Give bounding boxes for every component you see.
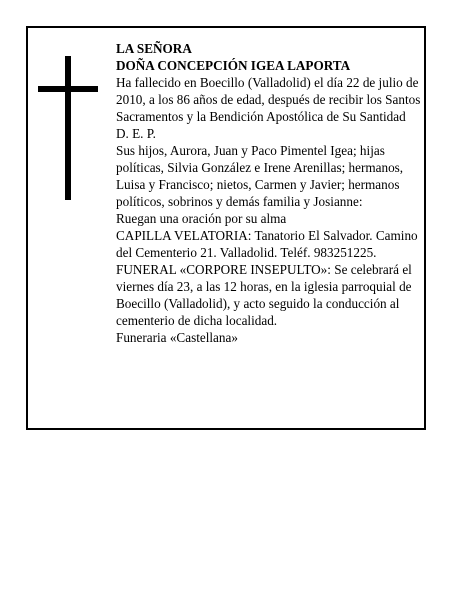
- rest-in-peace: D. E. P.: [116, 126, 156, 141]
- family-list: Sus hijos, Aurora, Juan y Paco Pimentel Igea; hijas políticas, Silvia González e Irene Arenillas; hermanos, Luisa y Francisco; nietos, Carmen y Javier; hermanos políticos, sobrinos y demás familia y Josianne:: [116, 143, 404, 209]
- death-announcement: Ha fallecido en Boecillo (Valladolid) el día 22 de julio de 2010, a los 86 años de edad, después de recibir los Santos Sacramentos y la Bendición Apostólica de Su Santidad: [116, 75, 421, 124]
- cross-vertical-bar: [65, 56, 71, 200]
- notice-title: LA SEÑORA: [116, 41, 192, 56]
- cross-horizontal-bar: [38, 86, 98, 92]
- chapel-info: CAPILLA VELATORIA: Tanatorio El Salvador. Camino del Cementerio 21. Valladolid. Teléf. 983251225.: [116, 228, 418, 260]
- notice-text-block: [116, 40, 424, 346]
- obituary-notice: [26, 26, 426, 430]
- deceased-name: DOÑA CONCEPCIÓN IGEA LAPORTA: [116, 58, 351, 73]
- prayer-request: Ruegan una oración por su alma: [116, 211, 287, 226]
- funeral-info: FUNERAL «CORPORE INSEPULTO»: Se celebrará el viernes día 23, a las 12 horas, en la iglesia parroquial de Boecillo (Valladolid), y acto seguido la conducción al cementerio de dicha localidad.: [116, 262, 412, 328]
- funeral-home: Funeraria «Castellana»: [116, 330, 238, 345]
- cross-icon: [38, 56, 98, 200]
